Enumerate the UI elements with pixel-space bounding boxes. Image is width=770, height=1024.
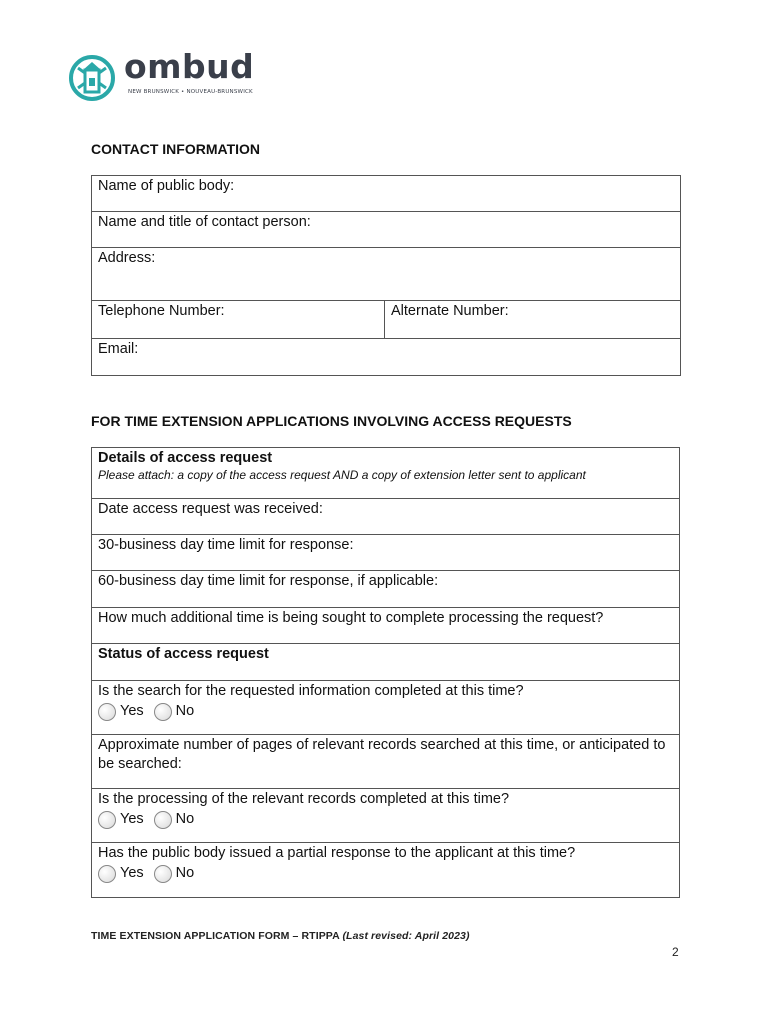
alternate-number-label: Alternate Number: [391,303,509,319]
public-body-field[interactable] [92,176,681,212]
footer-form-name: TIME EXTENSION APPLICATION FORM – RTIPPA [91,930,343,942]
form-footer [91,930,470,942]
additional-time-label: How much additional time is being sought to complete processing the request? [98,610,604,626]
ombud-logo [68,47,268,102]
telephone-label: Telephone Number: [98,303,225,319]
public-body-label: Name of public body: [98,178,235,194]
search-yes-label: Yes [120,703,144,719]
contact-person-label: Name and title of contact person: [98,214,311,230]
lighthouse-icon [68,54,116,102]
telephone-field[interactable] [92,301,385,339]
limit-30-field[interactable] [92,535,680,571]
processing-yes-radio[interactable] [98,811,116,829]
processing-completed-options [98,810,673,829]
limit-30-label: 30-business day time limit for response: [98,537,354,553]
limit-60-label: 60-business day time limit for response, if applicable: [98,573,439,589]
page-number: 2 [672,945,679,959]
processing-completed-question: Is the processing of the relevant records completed at this time? [98,791,510,807]
contact-section-title: CONTACT INFORMATION [91,141,261,157]
details-note: Please attach: a copy of the access request AND a copy of extension letter sent to applicant [98,468,586,482]
contact-person-field[interactable] [92,212,681,248]
limit-60-field[interactable] [92,571,680,608]
partial-no-radio[interactable] [154,865,172,883]
partial-yes-label: Yes [120,865,144,881]
alternate-number-field[interactable] [385,301,681,339]
footer-revised: (Last revised: April 2023) [342,930,470,942]
search-completed-cell [92,681,680,735]
email-field[interactable] [92,339,681,376]
search-completed-question: Is the search for the requested information completed at this time? [98,683,524,699]
search-no-radio[interactable] [154,703,172,721]
details-heading: Details of access request [98,450,273,466]
date-received-field[interactable] [92,499,680,535]
logo-wordmark: ombud [124,47,255,86]
processing-no-radio[interactable] [154,811,172,829]
status-header-cell [92,644,680,681]
search-yes-radio[interactable] [98,703,116,721]
partial-response-cell [92,843,680,898]
address-label: Address: [98,250,156,266]
contact-table [91,175,681,376]
extension-section-title: FOR TIME EXTENSION APPLICATIONS INVOLVING ACCESS REQUESTS [91,413,572,429]
details-header-cell [92,448,680,499]
search-no-label: No [175,703,195,719]
partial-no-label: No [175,865,195,881]
partial-response-question: Has the public body issued a partial response to the applicant at this time? [98,845,576,861]
additional-time-field[interactable] [92,608,680,644]
status-heading: Status of access request [98,646,269,662]
search-completed-options [98,702,673,721]
address-field[interactable] [92,248,681,301]
partial-response-options [98,864,673,883]
email-label: Email: [98,341,139,357]
processing-no-label: No [175,811,195,827]
pages-count-field[interactable] [92,735,680,789]
date-received-label: Date access request was received: [98,501,323,517]
processing-completed-cell [92,789,680,843]
partial-yes-radio[interactable] [98,865,116,883]
processing-yes-label: Yes [120,811,144,827]
logo-subtitle: NEW BRUNSWICK • NOUVEAU-BRUNSWICK [128,89,253,95]
extension-table [91,447,680,898]
pages-count-label: Approximate number of pages of relevant records searched at this time, or anticipated to be searched: [98,737,666,772]
